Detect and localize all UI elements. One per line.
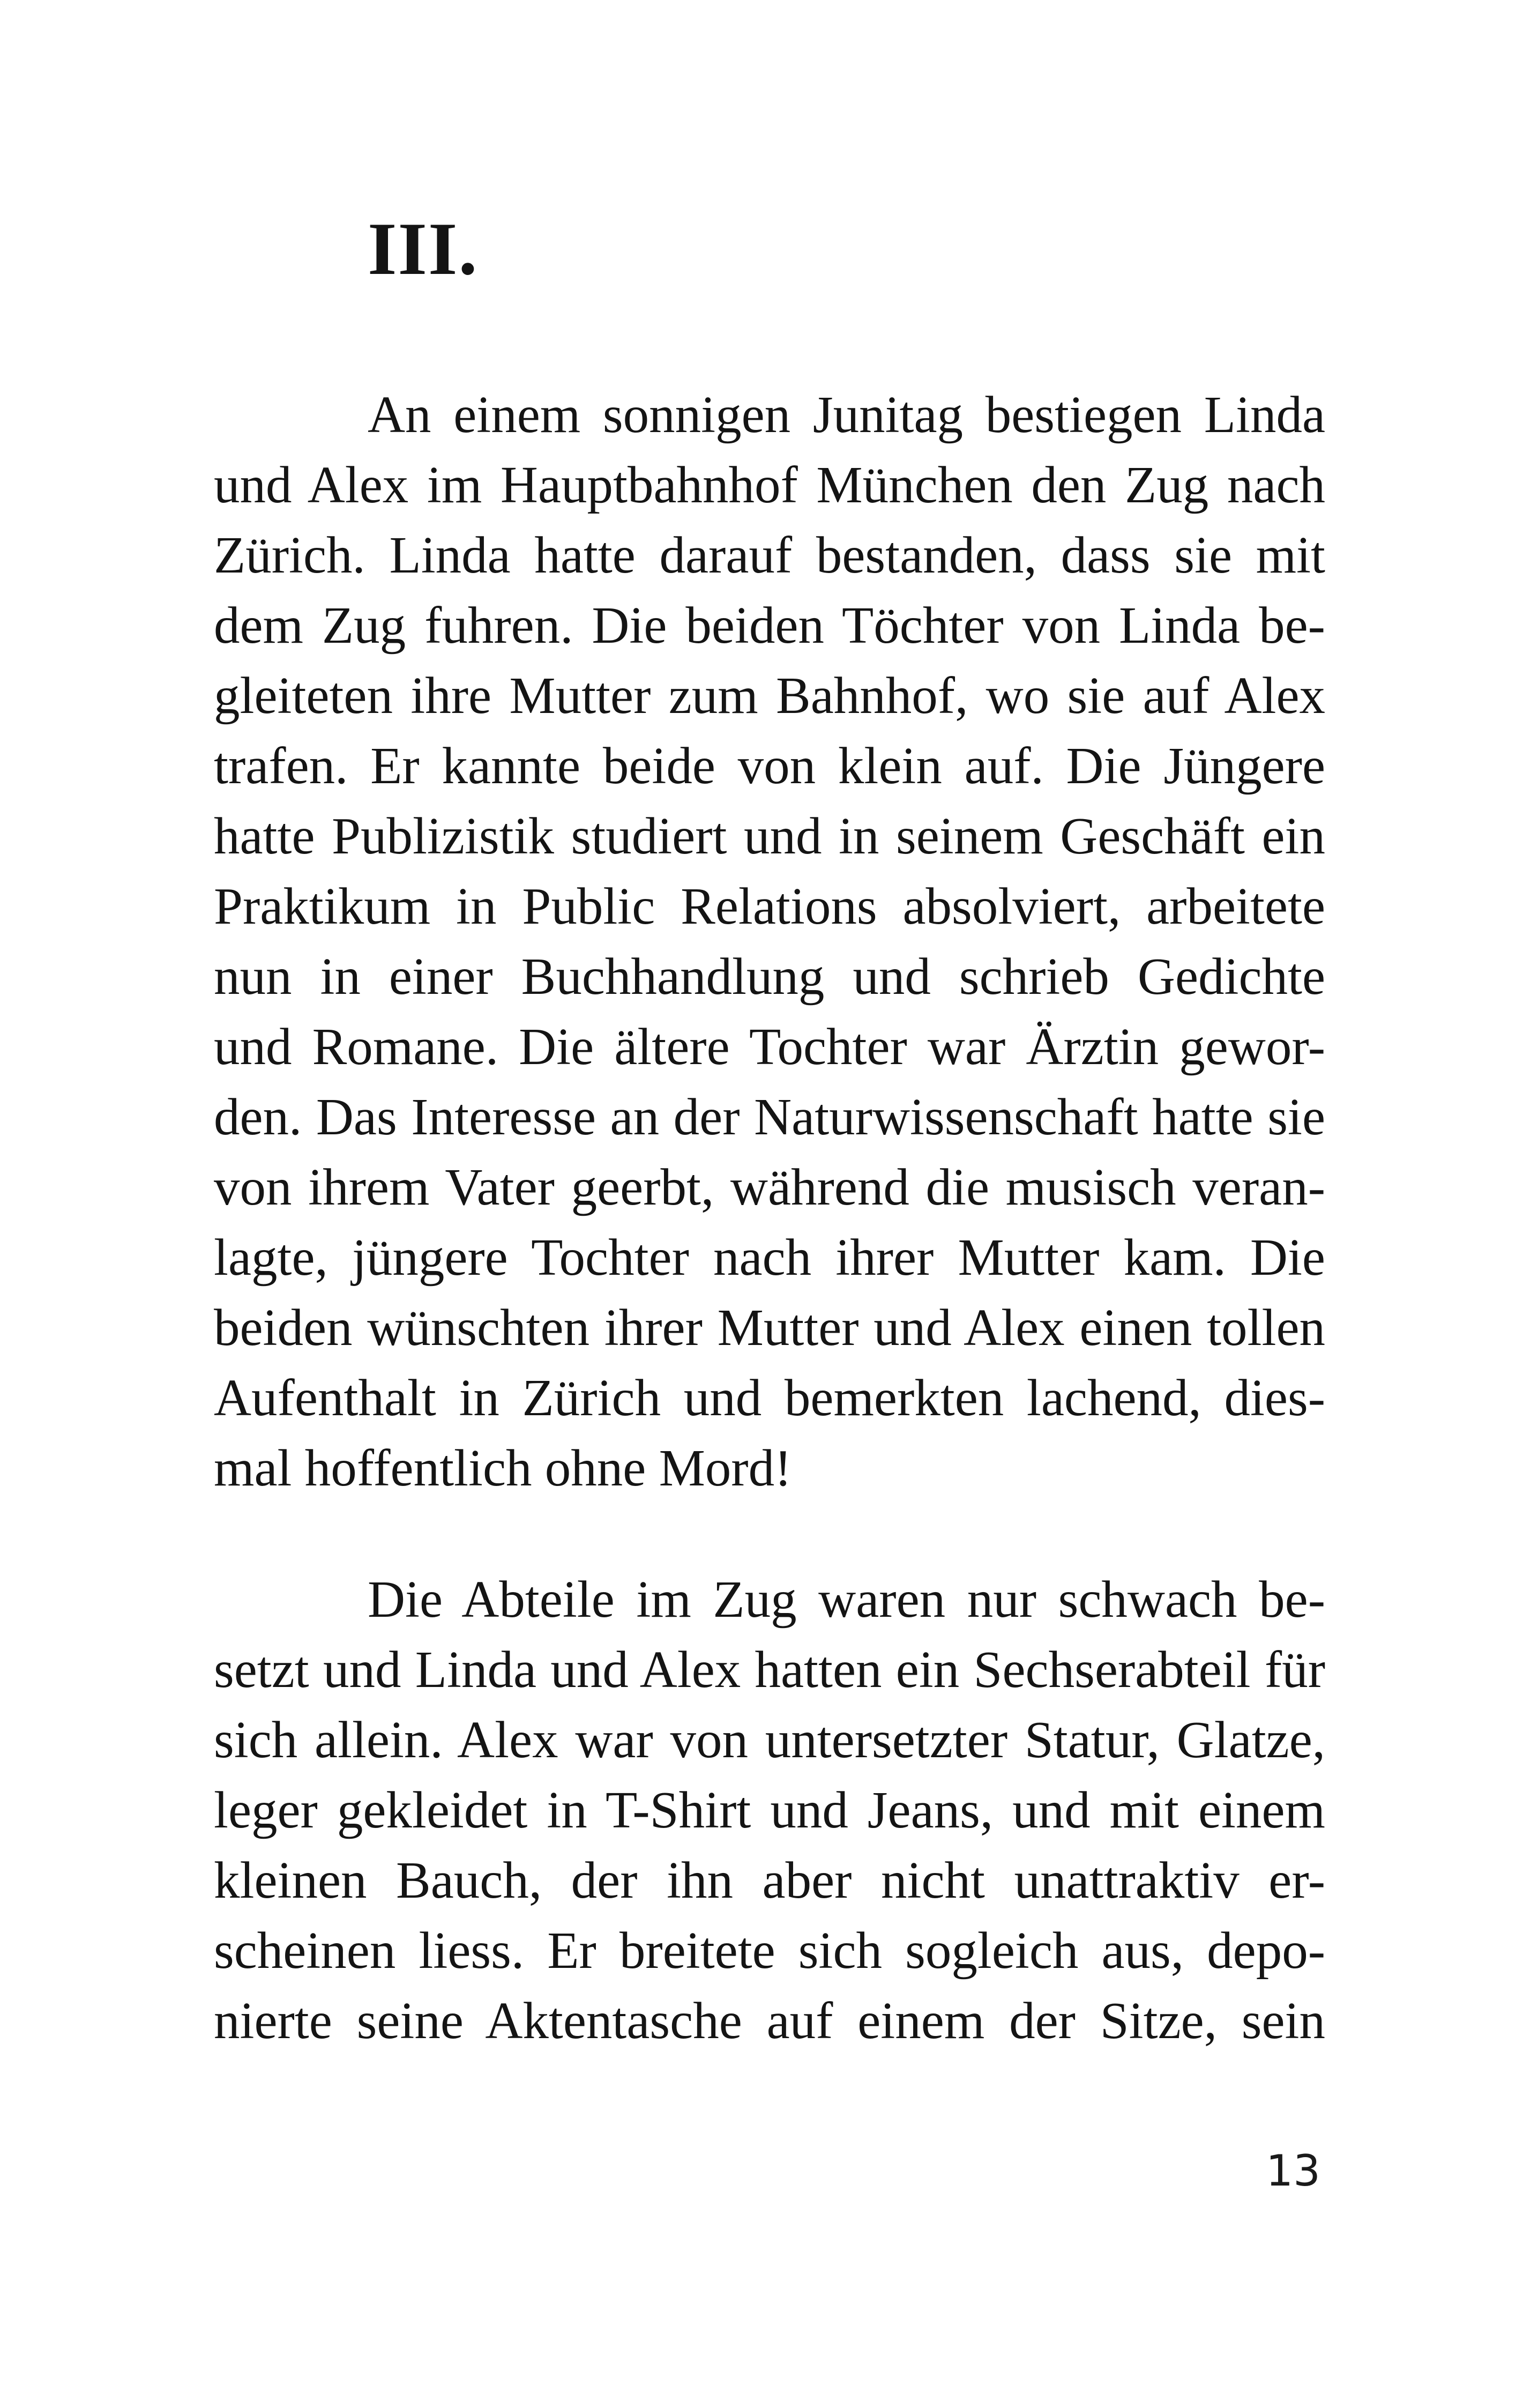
text-line: von ihrem Vater geerbt, während die musisch veran- xyxy=(214,1158,1325,1216)
text-line: leger gekleidet in T-Shirt und Jeans, und mit einem xyxy=(214,1781,1325,1839)
text-line: beiden wünschten ihrer Mutter und Alex einen tollen xyxy=(214,1299,1325,1356)
text-line: dem Zug fuhren. Die beiden Töchter von Linda be- xyxy=(214,597,1325,654)
text-line: Zürich. Linda hatte darauf bestanden, dass sie mit xyxy=(214,526,1325,584)
text-line: An einem sonnigen Junitag bestiegen Linda xyxy=(368,386,1325,443)
text-line: Die Abteile im Zug waren nur schwach be- xyxy=(368,1571,1325,1628)
paragraph-1 xyxy=(214,380,1325,1503)
text-line: sich allein. Alex war von untersetzter Statur, Glatze, xyxy=(214,1711,1325,1768)
text-line: hatte Publizistik studiert und in seinem Geschäft ein xyxy=(214,807,1325,865)
text-line: trafen. Er kannte beide von klein auf. Die Jüngere xyxy=(214,737,1325,794)
text-line: nun in einer Buchhandlung und schrieb Gedichte xyxy=(214,948,1325,1005)
text-line: Aufenthalt in Zürich und bemerkten lachend, dies- xyxy=(214,1369,1325,1426)
page-number: 13 xyxy=(1266,2146,1320,2196)
chapter-heading: III. xyxy=(368,207,479,291)
text-line: und Romane. Die ältere Tochter war Ärztin gewor- xyxy=(214,1018,1325,1075)
text-line: den. Das Interesse an der Naturwissenschaft hatte sie xyxy=(214,1088,1325,1146)
text-line: kleinen Bauch, der ihn aber nicht unattraktiv er- xyxy=(214,1852,1325,1909)
paragraph-2 xyxy=(214,1564,1325,2056)
text-line: und Alex im Hauptbahnhof München den Zug nach xyxy=(214,456,1325,514)
text-line: lagte, jüngere Tochter nach ihrer Mutter kam. Die xyxy=(214,1229,1325,1286)
text-line: mal hoffentlich ohne Mord! xyxy=(214,1439,792,1497)
text-line: nierte seine Aktentasche auf einem der Sitze, sein xyxy=(214,1992,1325,2049)
text-line: setzt und Linda und Alex hatten ein Sechserabteil für xyxy=(214,1641,1325,1698)
text-line: Praktikum in Public Relations absolviert, arbeitete xyxy=(214,878,1325,935)
text-line: scheinen liess. Er breitete sich sogleich aus, depo- xyxy=(214,1922,1325,1979)
text-line: gleiteten ihre Mutter zum Bahnhof, wo sie auf Alex xyxy=(214,667,1325,724)
